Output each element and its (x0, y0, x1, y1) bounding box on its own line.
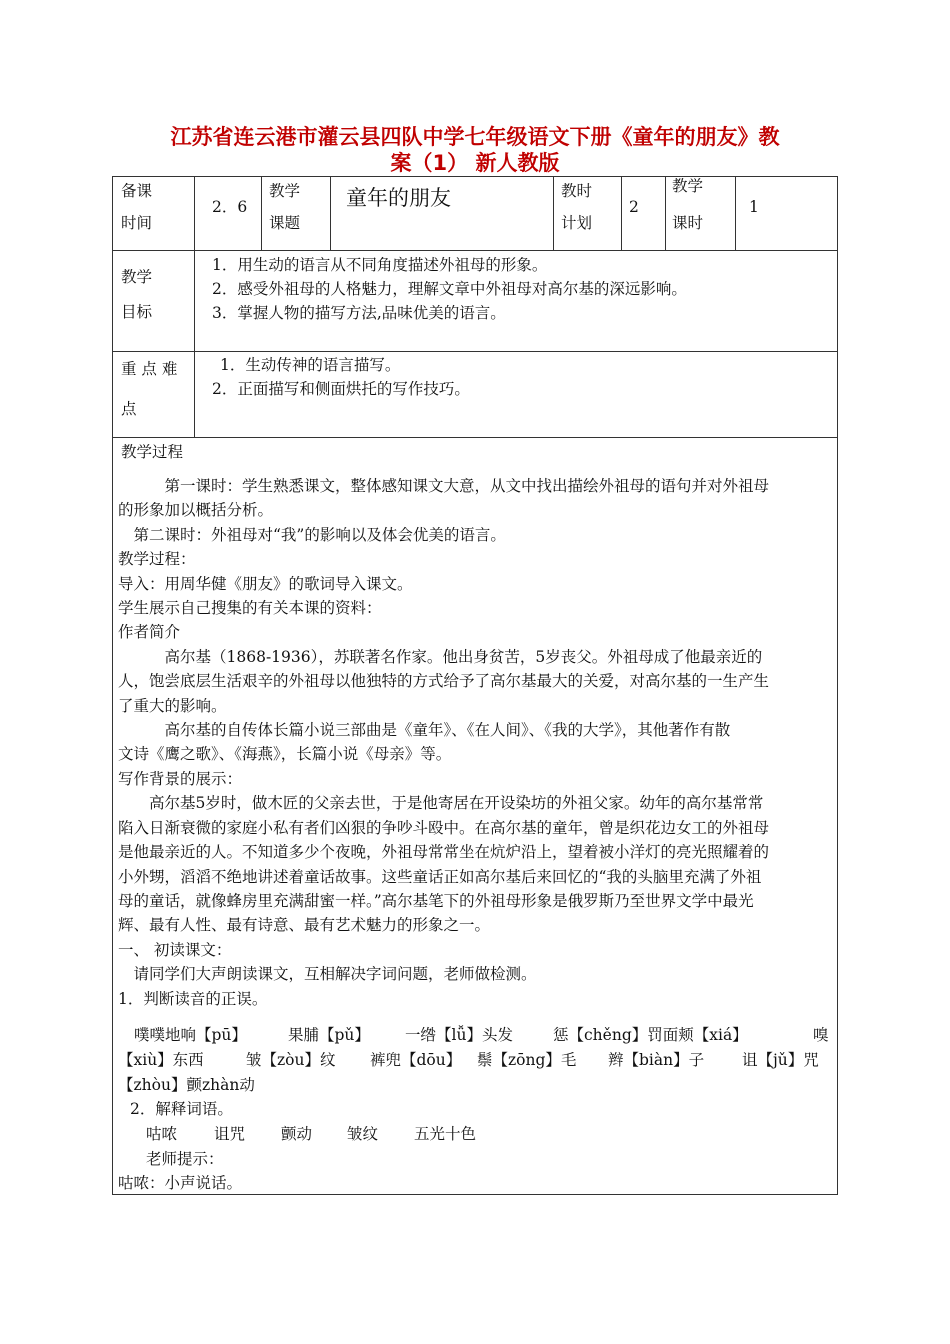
process-line: 请同学们大声朗读课文，互相解决字词问题，老师做检测。 (118, 965, 537, 984)
process-line: 第一课时：学生熟悉课文，整体感知课文大意，从文中找出描绘外祖母的语句并对外祖母 (118, 477, 770, 495)
key-points-label-1: 重 点 难 (121, 360, 178, 378)
process-line: 第二课时：外祖母对“我”的影响以及体会优美的语言。 (118, 525, 506, 544)
process-line: 作者简介 (118, 623, 181, 642)
process-line: 高尔基5岁时，做木匠的父亲去世，于是他寄居在开设染坊的外祖父家。幼年的高尔基常常 (118, 794, 764, 813)
key-points-label-2: 点 (121, 400, 137, 418)
pinyin-item: 鬃【zōng】毛 (477, 1051, 577, 1069)
explain-heading: 2．解释词语。 (130, 1100, 233, 1118)
process-body (118, 474, 832, 1011)
process-line: 一、 初读课文： (118, 940, 232, 959)
prep-time-value: 2．6 (212, 198, 248, 216)
process-line: 学生展示自己搜集的有关本课的资料： (118, 599, 382, 618)
key-point-item: 1．生动传神的语言描写。 (220, 356, 401, 374)
key-point-item: 2．正面描写和侧面烘托的写作技巧。 (212, 380, 470, 398)
process-line: 教学过程： (118, 550, 196, 569)
column-divider (194, 176, 195, 251)
objective-item: 3．掌握人物的描写方法,品味优美的语言。 (212, 304, 506, 322)
pinyin-item: 嗅 (813, 1026, 829, 1044)
process-line: 陷入日渐衰微的家庭小私有者们凶狠的争吵斗殴中。在高尔基的童年，曾是织花边女工的外祖母 (118, 818, 770, 837)
topic-value: 童年的朋友 (346, 186, 451, 210)
column-divider (665, 176, 666, 251)
process-line: 是他最亲近的人。不知道多少个夜晚，外祖母常常坐在炕炉沿上，望着被小洋灯的亮光照耀着的 (118, 843, 770, 862)
vocab-word: 诅咒 (214, 1125, 246, 1143)
pinyin-item: 【xiù】东西 (118, 1051, 204, 1069)
plan-label-2: 计划 (561, 214, 593, 232)
process-line: 高尔基的自传体长篇小说三部曲是《童年》、《在人间》、《我的大学》，其他著作有散 (118, 721, 731, 740)
process-line: 母的童话，就像蜂房里充满甜蜜一样。”高尔基笔下的外祖母形象是俄罗斯乃至世界文学中最光 (118, 891, 754, 910)
process-line: 1．判断读音的正误。 (118, 989, 268, 1008)
pinyin-item: 诅【jǔ】咒 (742, 1051, 819, 1069)
pinyin-item: 【zhòu】颤zhàn动 (118, 1076, 255, 1094)
prep-time-label-1: 备课 (121, 182, 153, 200)
pinyin-item: 裤兜【dōu】 (370, 1051, 462, 1069)
column-divider (553, 176, 554, 251)
lesson-label-1: 教学 (672, 177, 704, 195)
process-line: 辉、最有人性、最有诗意、最有艺术魅力的形象之一。 (118, 916, 491, 935)
document-title-line-2: 案（1） 新人教版 (390, 151, 560, 175)
teacher-hint: 老师提示： (146, 1150, 224, 1168)
plan-value: 2 (629, 198, 639, 216)
vocab-word: 五光十色 (414, 1125, 477, 1143)
vocab-word: 颤动 (281, 1125, 313, 1143)
column-divider (194, 250, 195, 437)
objective-item: 2．感受外祖母的人格魅力，理解文章中外祖母对高尔基的深远影响。 (212, 280, 687, 298)
lesson-label-2: 课时 (672, 214, 704, 232)
definition-line: 咕哝：小声说话。 (118, 1174, 243, 1192)
pinyin-item: 果脯【pǔ】 (288, 1026, 370, 1044)
pinyin-item: 一绺【lǚ】头发 (405, 1026, 513, 1044)
objectives-label-1: 教学 (121, 268, 153, 286)
objectives-label-2: 目标 (121, 303, 153, 321)
column-divider (621, 176, 622, 251)
row-divider (112, 250, 838, 251)
vocab-word: 咕哝 (146, 1125, 178, 1143)
pinyin-item: 惩【chěng】罚面颊【xiá】 (553, 1026, 748, 1044)
topic-label-2: 课题 (269, 214, 301, 232)
process-line: 高尔基（1868-1936），苏联著名作家。他出身贫苦，5岁丧父。外祖母成了他最亲近的 (118, 647, 763, 666)
process-line: 人，饱尝底层生活艰辛的外祖母以他独特的方式给予了高尔基最大的关爱，对高尔基的一生产生 (118, 672, 770, 691)
row-divider (112, 351, 838, 352)
pinyin-item: 噗噗地响【pū】 (134, 1026, 247, 1044)
row-divider (112, 437, 838, 438)
process-line: 了重大的影响。 (118, 696, 227, 715)
prep-time-label-2: 时间 (121, 214, 153, 232)
process-line: 写作背景的展示： (118, 769, 243, 788)
process-heading: 教学过程 (121, 443, 184, 461)
vocab-word: 皱纹 (347, 1125, 379, 1143)
process-line: 导入：用周华健《朋友》的歌词导入课文。 (118, 574, 413, 593)
plan-label-1: 教时 (561, 182, 593, 200)
lesson-value: 1 (749, 198, 759, 216)
process-line: 的形象加以概括分析。 (118, 501, 274, 520)
pinyin-item: 辫【biàn】子 (608, 1051, 705, 1069)
process-line: 文诗《鹰之歌》、《海燕》，长篇小说《母亲》等。 (118, 745, 452, 764)
pinyin-item: 皱【zòu】纹 (246, 1051, 336, 1069)
process-line: 小外甥，滔滔不绝地讲述着童话故事。这些童话正如高尔基后来回忆的“我的头脑里充满了外祖 (118, 867, 762, 886)
column-divider (735, 176, 736, 251)
document-title-line-1: 江苏省连云港市灌云县四队中学七年级语文下册《童年的朋友》教 (170, 125, 780, 149)
column-divider (261, 176, 262, 251)
column-divider (330, 176, 331, 251)
objective-item: 1．用生动的语言从不同角度描述外祖母的形象。 (212, 256, 548, 274)
topic-label-1: 教学 (269, 182, 301, 200)
